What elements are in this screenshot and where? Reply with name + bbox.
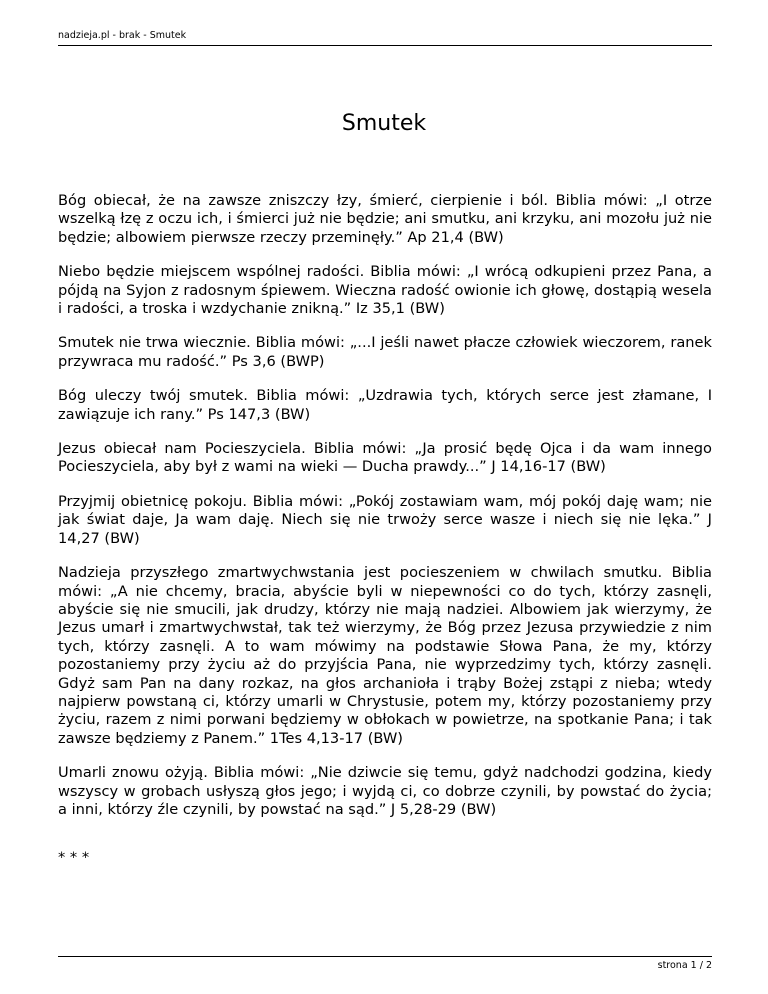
paragraph: Smutek nie trwa wiecznie. Biblia mówi: „...I jeśli nawet płacze człowiek wieczorem, ranek przywraca mu radość.” Ps 3,6 (BWP): [58, 334, 712, 370]
paragraph: Niebo będzie miejscem wspólnej radości. Biblia mówi: „I wrócą odkupieni przez Pana, a pójdą na Syjon z radosnym śpiewem. Wieczna radość owionie ich głowę, dostąpią wesela i radości, a troska i wzdychanie znikną.” Iz 35,1 (BW): [58, 263, 712, 318]
paragraph: Jezus obiecał nam Pocieszyciela. Biblia mówi: „Ja prosić będę Ojca i da wam innego Pocieszyciela, aby był z wami na wieki — Ducha prawdy...” J 14,16-17 (BW): [58, 440, 712, 476]
page-title: Smutek: [341, 111, 427, 136]
header-breadcrumb: nadzieja.pl - brak - Smutek: [58, 30, 187, 41]
article-body: [58, 192, 712, 867]
paragraph: Nadzieja przyszłego zmartwychwstania jest pocieszeniem w chwilach smutku. Biblia mówi: „A nie chcemy, bracia, abyście byli w niepewności co do tych, którzy zasnęli, abyście się nie smucili, jak drudzy, którzy nie mają nadziei. Albowiem jak wierzymy, że Jezus umarł i zmartwychwstał, tak też wierzymy, że Bóg przez Jezusa przywiedzie z nim tych, którzy zasnęli. A to wam mówimy na podstawie Słowa Pana, że my, którzy pozostaniemy przy życiu aż do przyjścia Pana, nie wyprzedzimy tych, którzy zasnęli. Gdyż sam Pan na dany rozkaz, na głos archanioła i trąby Bożej zstąpi z nieba; wtedy najpierw powstaną ci, którzy umarli w Chrystusie, potem my, którzy pozostaniemy przy życiu, razem z nimi porwani będziemy w obłokach w powietrze, na spotkanie Pana; i tak zawsze będziemy z Panem.” 1Tes 4,13-17 (BW): [58, 564, 712, 747]
section-separator: * * *: [58, 849, 90, 867]
page-footer: [58, 956, 712, 971]
paragraph: Umarli znowu ożyją. Biblia mówi: „Nie dziwcie się temu, gdyż nadchodzi godzina, kiedy wszyscy w grobach usłyszą głos jego; i wyjdą ci, co dobrze czynili, by powstać do życia; a inni, którzy źle czynili, by powstać na sąd.” J 5,28-29 (BW): [58, 764, 712, 818]
page-number: strona 1 / 2: [657, 960, 712, 971]
paragraph: Bóg obiecał, że na zawsze zniszczy łzy, śmierć, cierpienie i ból. Biblia mówi: „I otrze wszelką łzę z oczu ich, i śmierci już nie będzie; ani smutku, ani krzyku, ani mozołu już nie będzie; albowiem pierwsze rzeczy przeminęły.” Ap 21,4 (BW): [58, 192, 712, 246]
paragraph: Bóg uleczy twój smutek. Biblia mówi: „Uzdrawia tych, których serce jest złamane, I zawiązuje ich rany.” Ps 147,3 (BW): [58, 387, 712, 423]
paragraph: Przyjmij obietnicę pokoju. Biblia mówi: „Pokój zostawiam wam, mój pokój daję wam; nie jak świat daje, Ja wam daję. Niech się nie trwoży serce wasze i niech się nie lęka.” J 14,27 (BW): [58, 492, 712, 547]
page-header: [58, 30, 712, 46]
